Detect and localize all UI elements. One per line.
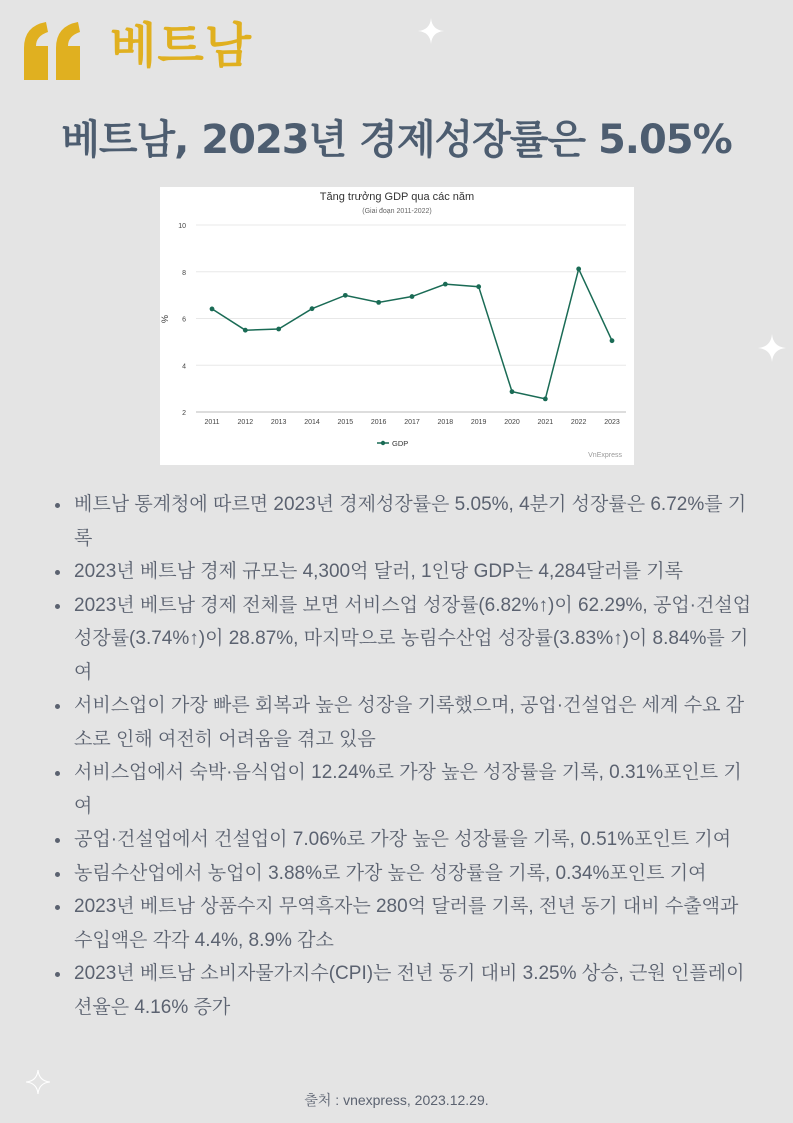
x-tick-label: 2015 (337, 419, 354, 426)
data-point (543, 397, 548, 402)
gdp-chart (160, 187, 634, 465)
x-tick-label: 2018 (437, 419, 454, 426)
bullet-item: 공업·건설업에서 건설업이 7.06%로 가장 높은 성장률을 기록, 0.51%포인트 기여 (46, 823, 758, 857)
data-point (243, 328, 248, 333)
x-tick-label: 2014 (304, 419, 320, 426)
x-tick-label: 2012 (237, 419, 254, 426)
data-point (576, 267, 581, 272)
bullet-item: 2023년 베트남 경제 전체를 보면 서비스업 성장률(6.82%↑)이 62.29%, 공업·건설업 성장률(3.74%↑)이 28.87%, 마지막으로 농림수산업 성장률(3.83%↑)이 8.84%를 기여 (46, 589, 758, 690)
legend-marker (381, 441, 385, 445)
y-tick-label: 10 (178, 223, 186, 230)
x-tick-label: 2022 (570, 419, 587, 426)
bullet-item: 2023년 베트남 상품수지 무역흑자는 280억 달러를 기록, 전년 동기 대비 수출액과 수입액은 각각 4.4%, 8.9% 감소 (46, 890, 758, 957)
quote-mark-icon (20, 18, 84, 80)
source-note: 출처 : vnexpress, 2023.12.29. (304, 1092, 489, 1108)
y-tick-label: 2 (182, 410, 186, 417)
y-tick-label: 6 (182, 316, 186, 324)
sparkle-icon (758, 334, 786, 362)
data-point (210, 307, 215, 312)
chart-watermark: VnExpress (588, 452, 622, 459)
x-tick-label: 2011 (204, 419, 220, 426)
sparkle-icon (418, 18, 444, 44)
data-point (476, 284, 481, 289)
chart-subtitle: (Giai đoạn 2011-2022) (362, 208, 432, 215)
gdp-line-chart (160, 187, 634, 465)
x-tick-label: 2017 (404, 419, 420, 426)
data-point (510, 389, 515, 394)
x-tick-label: 2013 (270, 419, 287, 426)
page-title: 베트남, 2023년 경제성장률은 5.05% (61, 117, 732, 163)
data-point (376, 300, 381, 305)
bullet-item: 서비스업이 가장 빠른 회복과 높은 성장을 기록했으며, 공업·건설업은 세계 수요 감소로 인해 여전히 어려움을 겪고 있음 (46, 689, 758, 756)
legend-label: GDP (392, 439, 409, 448)
data-point (310, 306, 315, 311)
series-line (212, 269, 612, 399)
data-point (343, 293, 348, 298)
bullet-item: 농림수산업에서 농업이 3.88%로 가장 높은 성장률을 기록, 0.34%포인트 기여 (46, 857, 758, 891)
section-tag: 베트남 (110, 18, 253, 74)
data-point (410, 294, 415, 299)
x-tick-label: 2019 (470, 419, 487, 426)
y-axis-label: % (160, 314, 170, 324)
x-tick-label: 2016 (370, 419, 387, 426)
chart-title: Tăng trưởng GDP qua các năm (319, 191, 475, 203)
bullet-item: 서비스업에서 숙박·음식업이 12.24%로 가장 높은 성장률을 기록, 0.31%포인트 기여 (46, 756, 758, 823)
y-tick-label: 4 (182, 363, 186, 371)
x-tick-label: 2020 (504, 419, 520, 426)
bullet-item: 2023년 베트남 소비자물가지수(CPI)는 전년 동기 대비 3.25% 상승, 근원 인플레이션율은 4.16% 증가 (46, 957, 758, 1024)
data-point (276, 327, 281, 332)
data-point (610, 338, 615, 343)
data-point (443, 282, 448, 287)
x-tick-label: 2021 (537, 419, 554, 426)
bullet-list (46, 488, 758, 1024)
x-tick-label: 2023 (604, 419, 620, 426)
y-tick-label: 8 (182, 269, 186, 277)
bullet-item: 베트남 통계청에 따르면 2023년 경제성장률은 5.05%, 4분기 성장률은 6.72%를 기록 (46, 488, 758, 555)
bullet-item: 2023년 베트남 경제 규모는 4,300억 달러, 1인당 GDP는 4,284달러를 기록 (46, 555, 758, 589)
